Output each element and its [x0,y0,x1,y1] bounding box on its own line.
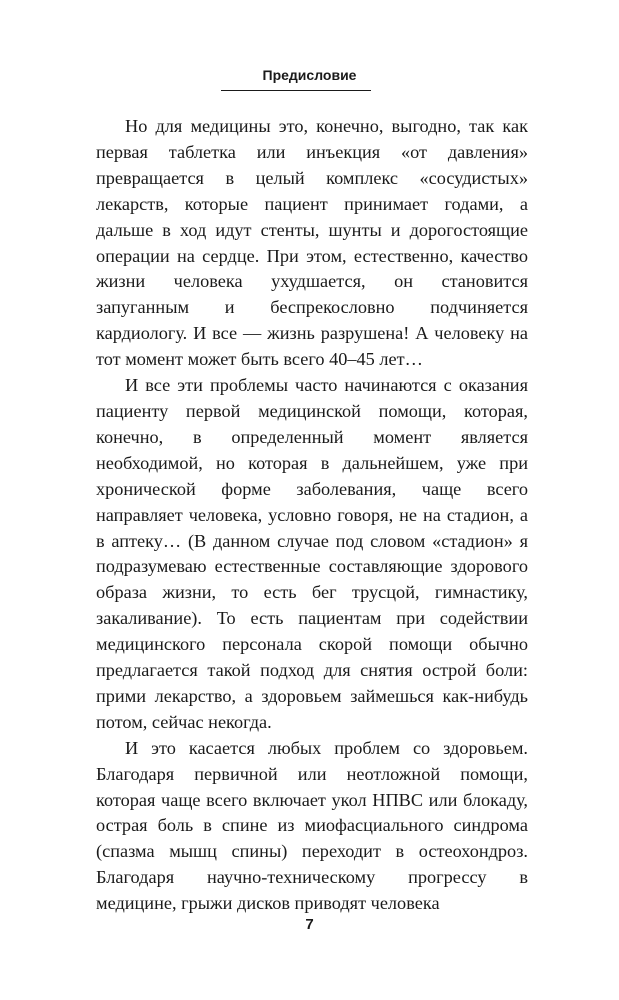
page-number: 7 [305,916,314,933]
running-title: Предисловие [262,67,357,83]
paragraph: Но для медицины это, конечно, выгодно, так как первая таблетка или инъекция «от давления» превращается в целый комплекс «сосудистых» лекарств, которые пациент принимает годами, а дальше в ход идут стенты, шунты и дорогостоящие операции на сердце. При этом, естественно, качество жизни человека ухудшается, он становится запуганным и беспрекословно подчиняется кардиологу. И все — жизнь разрушена! А человеку на тот момент может быть всего 40–45 лет… [96,116,528,370]
body-text [96,114,528,917]
paragraph: И это касается любых проблем со здоровьем. Благодаря первичной или неотложной помощи, которая чаще всего включает укол НПВС или блокаду, острая боль в спине из миофасциального синдрома (спазма мышц спины) переходит в остеохондроз. Благодаря научно-техническому прогрессу в медицине, грыжи дисков приводят человека [96,737,528,914]
paragraph: И все эти проблемы часто начинаются с оказания пациенту первой медицинской помощи, которая, конечно, в определенный момент является необходимой, но которая в дальнейшем, уже при хронической форме заболевания, чаще всего направляет человека, условно говоря, не на стадион, а в аптеку… (В данном случае под словом «стадион» я подразумеваю естественные составляющие здорового образа жизни, то есть бег трусцой, гимнастику, закаливание). То есть пациентам при содействии медицинского персонала скорой помощи обычно предлагается такой подход для снятия острой боли: прими лекарство, а здоровьем займешься как-нибудь потом, сейчас некогда. [96,375,528,732]
header-rule [221,90,371,91]
